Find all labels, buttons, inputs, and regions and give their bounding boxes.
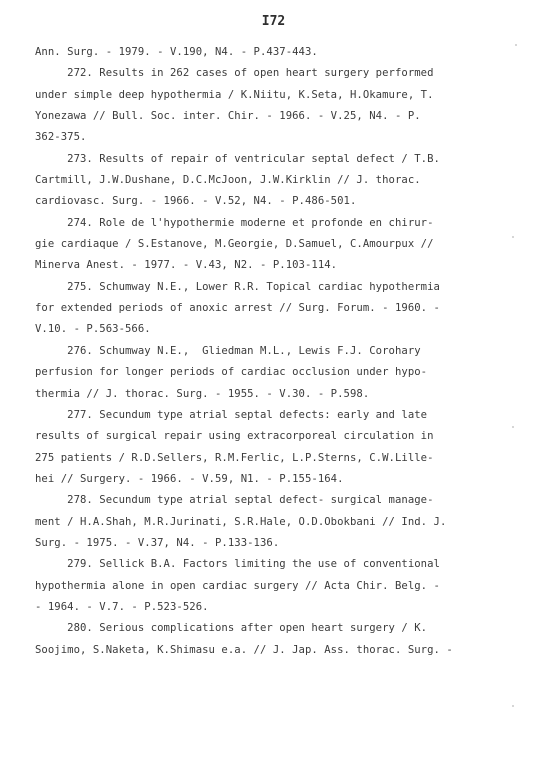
- text-line: perfusion for longer periods of cardiac occlusion under hypo-: [35, 366, 428, 379]
- text-line: Soojimo, S.Naketa, K.Shimasu e.a. // J. Jap. Ass. thorac. Surg. -: [35, 643, 453, 656]
- text-line: 279. Sellick B.A. Factors limiting the use of conventional: [35, 558, 440, 571]
- text-line: 275. Schumway N.E., Lower R.R. Topical cardiac hypothermia: [35, 280, 440, 293]
- text-line: hei // Surgery. - 1966. - V.59, N1. - P.155-164.: [35, 472, 344, 485]
- text-line: Yonezawa // Bull. Soc. inter. Chir. - 1966. - V.25, N4. - P.: [35, 110, 421, 123]
- text-line: 275 patients / R.D.Sellers, R.M.Ferlic, L.P.Sterns, C.W.Lille-: [35, 451, 434, 464]
- text-line: 278. Secundum type atrial septal defect- surgical manage-: [35, 494, 434, 507]
- text-line: 274. Role de l'hypothermie moderne et profonde en chirur-: [35, 216, 434, 229]
- text-line: 280. Serious complications after open heart surgery / K.: [35, 622, 428, 635]
- text-line: gie cardiaque / S.Estanove, M.Georgie, D.Samuel, C.Amourpux //: [35, 238, 434, 251]
- text-line: - 1964. - V.7. - P.523-526.: [35, 600, 209, 613]
- text-line: 277. Secundum type atrial septal defects: early and late: [35, 408, 428, 421]
- text-line: Minerva Anest. - 1977. - V.43, N2. - P.103-114.: [35, 259, 338, 272]
- text-line: hypothermia alone in open cardiac surgery // Acta Chir. Belg. -: [35, 579, 440, 592]
- text-line: cardiovasc. Surg. - 1966. - V.52, N4. - P.486-501.: [35, 195, 357, 208]
- text-line: for extended periods of anoxic arrest // Surg. Forum. - 1960. -: [35, 302, 440, 315]
- scan-speck: [512, 426, 514, 428]
- text-line: thermia // J. thorac. Surg. - 1955. - V.30. - P.598.: [35, 387, 370, 400]
- text-line: Ann. Surg. - 1979. - V.190, N4. - P.437-443.: [35, 46, 318, 58]
- text-line: Surg. - 1975. - V.37, N4. - P.133-136.: [35, 536, 280, 549]
- text-line: 273. Results of repair of ventricular septal defect / T.B.: [35, 152, 440, 165]
- text-line: Cartmill, J.W.Dushane, D.C.McJoon, J.W.Kirklin // J. thorac.: [35, 174, 421, 187]
- text-line: results of surgical repair using extracorporeal circulation in: [35, 430, 434, 443]
- text-line: 276. Schumway N.E., Gliedman M.L., Lewis F.J. Corohary: [35, 344, 421, 357]
- scan-speck: [515, 44, 517, 46]
- text-line: 272. Results in 262 cases of open heart surgery performed: [35, 67, 434, 80]
- text-line: V.10. - P.563-566.: [35, 323, 151, 336]
- bibliography-text: [35, 42, 505, 661]
- text-line: 362-375.: [35, 131, 87, 144]
- scan-speck: [512, 236, 514, 238]
- scan-speck: [512, 705, 514, 707]
- page-number: I72: [261, 14, 286, 29]
- text-line: ment / H.A.Shah, M.R.Jurinati, S.R.Hale, O.D.Obokbani // Ind. J.: [35, 515, 447, 528]
- text-line: under simple deep hypothermia / K.Niitu, K.Seta, H.Okamure, T.: [35, 88, 434, 101]
